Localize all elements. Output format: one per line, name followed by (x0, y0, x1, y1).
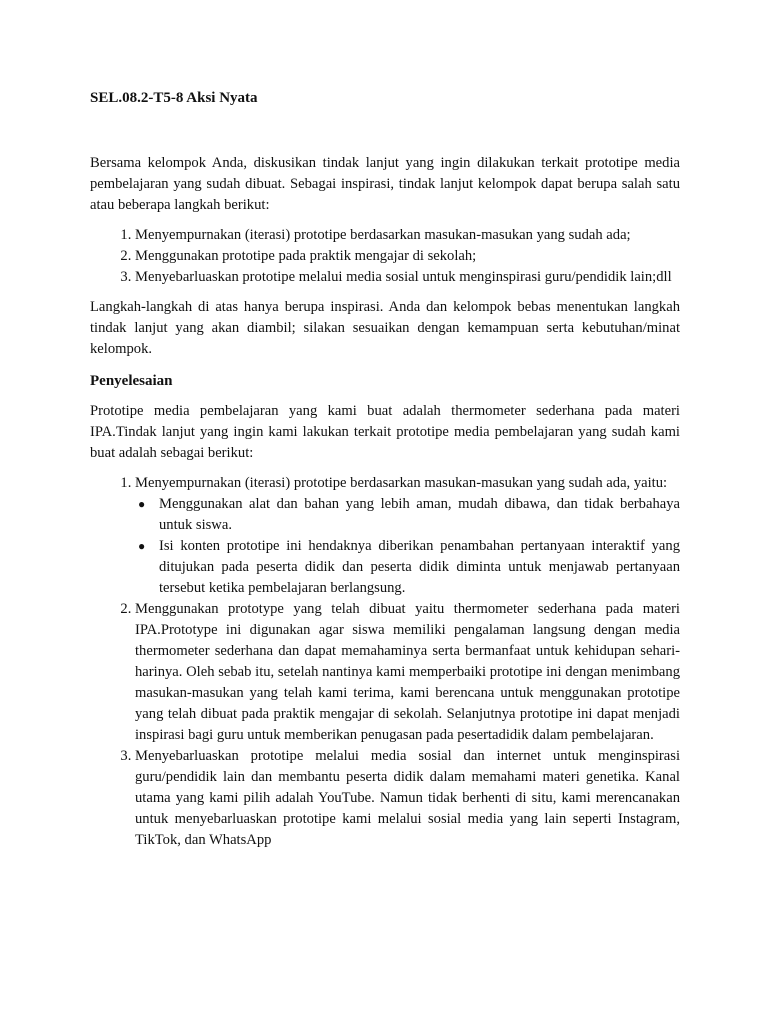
bullet-icon: ● (138, 539, 146, 553)
solution-item-text: Menggunakan prototype yang telah dibuat yaitu thermometer sederhana pada materi IPA.Prototype ini digunakan agar siswa memiliki pengalaman langsung dengan media thermometer sederhana dan dapat memahaminya serta bermanfaat untuk kehidupan sehari-harinya. Oleh sebab itu, setelah nantinya kami memperbaiki prototipe ini dengan menimbang masukan-masukan yang telah kami terima, kami berencana untuk menggunakan prototipe yang telah dibuat pada praktik mengajar di sekolah. Selanjutnya prototipe ini dapat menjadi inspirasi bagi guru untuk memberikan penugasan pada pesertadidik dalam pembelajaran. (135, 601, 680, 743)
bullet-item: ● Isi konten prototipe ini hendaknya diberikan penambahan pertanyaan interaktif yang ditujukan pada peserta didik dan peserta didik diminta untuk menjawab pertanyaan tersebut ketika pembelajaran berlangsung. (138, 538, 680, 596)
intro-paragraph: Bersama kelompok Anda, diskusikan tindak lanjut yang ingin dilakukan terkait prototipe media pembelajaran yang sudah dibuat. Sebagai inspirasi, tindak lanjut kelompok dapat berupa salah satu atau beberapa langkah berikut: (90, 155, 680, 213)
document-title: SEL.08.2-T5-8 Aksi Nyata (90, 90, 258, 106)
list-item: 3. Menyebarluaskan prototipe melalui media sosial untuk menginspirasi guru/pendidik lain;dll (135, 267, 680, 288)
solution-item-text: Menyempurnakan (iterasi) prototipe berdasarkan masukan-masukan yang sudah ada, yaitu: (135, 475, 668, 491)
solution-heading: Penyelesaian (90, 373, 173, 389)
bullet-item: ● Menggunakan alat dan bahan yang lebih aman, mudah dibawa, dan tidak berbahaya untuk siswa. (138, 496, 680, 533)
solution-item (135, 599, 680, 746)
note-paragraph: Langkah-langkah di atas hanya berupa inspirasi. Anda dan kelompok bebas menentukan langkah tindak lanjut yang akan diambil; silakan sesuaikan dengan kemampuan serta kebutuhan/minat kelompok. (90, 299, 680, 357)
inspiration-steps-list (90, 225, 680, 288)
list-item: 1. Menyempurnakan (iterasi) prototipe berdasarkan masukan-masukan yang sudah ada; (135, 225, 680, 246)
solution-intro-paragraph: Prototipe media pembelajaran yang kami buat adalah thermometer sederhana pada materi IPA.Tindak lanjut yang ingin kami lakukan terkait prototipe media pembelajaran yang sudah kami buat adalah sebagai berikut: (90, 403, 680, 461)
bullet-icon: ● (138, 497, 146, 511)
solution-item-text: Menyebarluaskan prototipe melalui media sosial dan internet untuk menginspirasi guru/pendidik lain dan membantu peserta didik dalam memahami materi genetika. Kanal utama yang kami pilih adalah YouTube. Namun tidak berhenti di situ, kami merencanakan untuk menyebarluaskan prototipe kami melalui sosial media yang lain seperti Instagram, TikTok, dan WhatsApp (135, 748, 680, 848)
document-page (90, 88, 680, 860)
solution-item (135, 746, 680, 851)
bullet-list (135, 494, 680, 599)
list-item: 2. Menggunakan prototipe pada praktik mengajar di sekolah; (135, 246, 680, 267)
solution-list (90, 473, 680, 851)
solution-item (135, 473, 680, 599)
